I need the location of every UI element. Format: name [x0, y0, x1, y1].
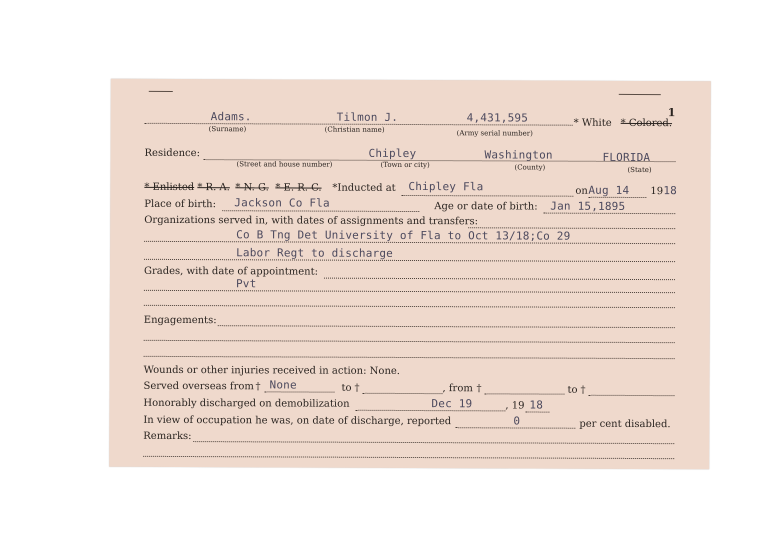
overseas-from-value: None	[269, 378, 297, 392]
inducted-line	[401, 195, 573, 197]
age-label: Age or date of birth:	[434, 201, 538, 213]
overseas-from-line	[264, 391, 334, 392]
organizations-line2-value: Labor Regt to discharge	[236, 246, 394, 260]
remarks-line-1	[143, 456, 674, 459]
place-of-birth-value: Jackson Co Fla	[234, 196, 330, 210]
state-value: FLORIDA	[602, 150, 651, 165]
engagements-line-1	[144, 340, 675, 343]
inducted-place-value: Chipley Fla	[408, 179, 484, 194]
induction-date-value: Aug 14	[588, 183, 630, 197]
overseas-from-label-2: , from	[442, 383, 473, 395]
street-caption: (Street and house number)	[236, 160, 333, 169]
card-number: 1	[667, 106, 676, 120]
town-value: Chipley	[368, 146, 417, 161]
place-of-birth-line	[222, 210, 419, 212]
grades-line-1	[144, 290, 675, 293]
county-caption: (County)	[514, 163, 546, 172]
discharge-year-value: 18	[529, 398, 544, 412]
enlisted-label: * Enlisted	[144, 181, 195, 194]
overseas-to-line	[362, 393, 442, 394]
erc-label: * E. R. C.	[275, 182, 322, 194]
overseas-dagger-4: †	[580, 384, 586, 396]
engagements-label: Engagements:	[143, 314, 217, 327]
colored-label: * Colored.	[620, 117, 673, 130]
disability-suffix: per cent disabled.	[579, 418, 671, 431]
wounds-label: Wounds or other injuries received in action: None.	[143, 364, 401, 377]
date-of-birth-line	[543, 213, 675, 215]
overseas-to-line-2	[588, 395, 674, 396]
ng-label: * N. G.	[235, 182, 269, 194]
grades-line-0	[324, 278, 675, 281]
organizations-line1-value: Co B Tng Det University of Fla to Oct 13/18;Co 29	[236, 228, 571, 243]
discharge-label: Honorably discharged on demobilization	[143, 397, 350, 410]
town-caption: (Town or city)	[380, 160, 430, 170]
overseas-from-line-2	[484, 393, 564, 394]
engagements-line-0	[218, 325, 675, 328]
on-label: on	[575, 185, 588, 197]
serial-number-value: 4,431,595	[466, 111, 529, 125]
county-value: Washington	[484, 148, 553, 162]
serial-number-caption: (Army serial number)	[456, 129, 533, 138]
surname-value: Adams.	[210, 110, 252, 124]
overseas-to-label-2: to	[567, 384, 578, 396]
discharge-year-line	[525, 412, 549, 413]
grades-label: Grades, with date of appointment:	[143, 265, 319, 278]
service-record-card	[109, 79, 711, 470]
christian-name-value: Tilmon J.	[336, 110, 399, 124]
engagements-line-2	[144, 356, 675, 359]
top-right-mark	[619, 94, 661, 95]
top-left-mark	[149, 91, 173, 92]
disability-value: 0	[513, 414, 521, 428]
discharge-date-value: Dec 19	[431, 397, 473, 411]
date-of-birth-value: Jan 15,1895	[550, 199, 626, 213]
inducted-label: *Inducted at	[332, 182, 396, 194]
disability-label: In view of occupation he was, on date of discharge, reported	[143, 414, 452, 428]
disability-line	[455, 427, 575, 429]
state-caption: (State)	[627, 165, 652, 175]
induction-year-prefix: 19	[650, 186, 664, 198]
organizations-label: Organizations served in, with dates of assignments and transfers:	[144, 214, 478, 228]
induction-date-line	[588, 197, 646, 198]
white-label: * White	[573, 117, 612, 129]
grades-line-2	[144, 305, 675, 308]
overseas-to-label: to	[341, 382, 352, 394]
ra-label: * R. A.	[197, 182, 230, 194]
organizations-line-1	[144, 241, 675, 244]
place-of-birth-label: Place of birth:	[144, 198, 217, 211]
overseas-dagger-3: †	[476, 383, 482, 395]
residence-label: Residence:	[144, 147, 200, 160]
remarks-line-0	[193, 441, 674, 444]
organizations-line-2	[144, 259, 675, 262]
grade-value: Pvt	[235, 277, 257, 291]
discharge-date-line	[355, 410, 505, 412]
remarks-label: Remarks:	[143, 430, 192, 443]
overseas-label: Served overseas from	[143, 380, 254, 393]
discharge-year-prefix: , 19	[505, 400, 525, 412]
surname-caption: (Surname)	[208, 125, 247, 134]
induction-year-value: 18	[663, 184, 678, 198]
overseas-dagger-1: †	[255, 381, 261, 393]
christian-name-caption: (Christian name)	[324, 125, 385, 134]
overseas-dagger-2: †	[354, 382, 360, 394]
